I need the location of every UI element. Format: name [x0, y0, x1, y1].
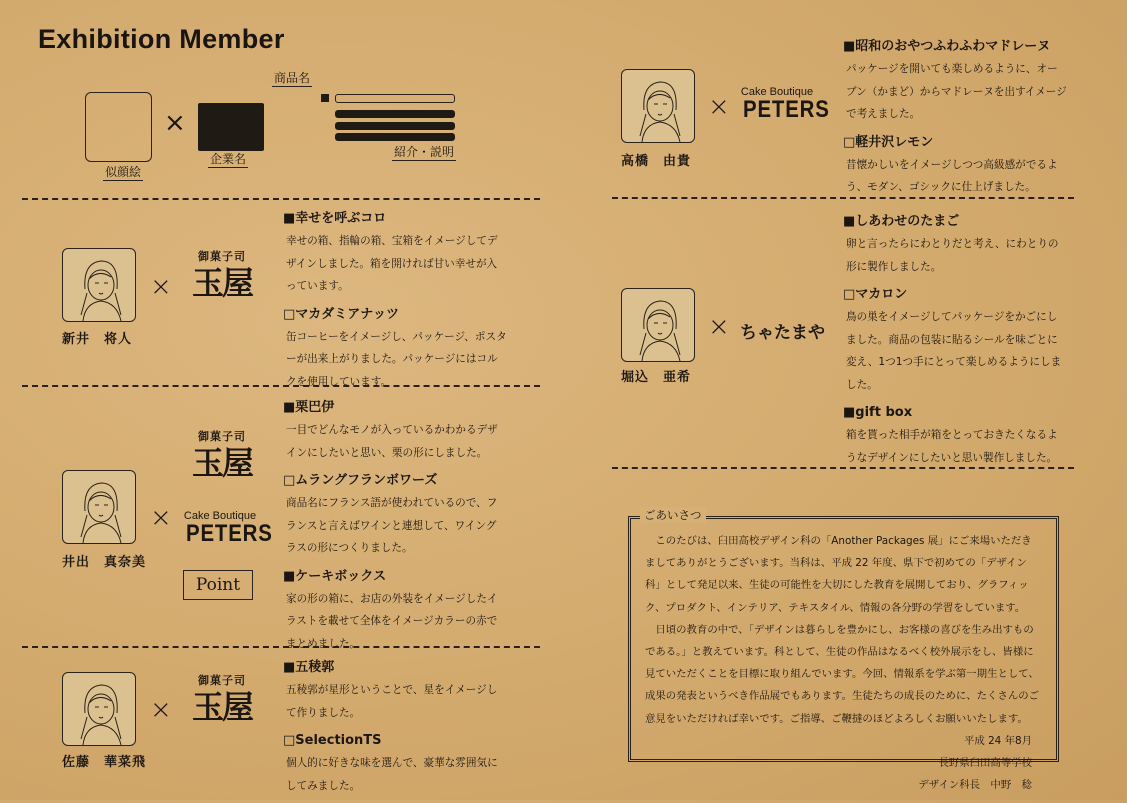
- product-title: [283, 730, 507, 752]
- legend-product-marker: [321, 94, 329, 102]
- product-marker: ■: [843, 405, 856, 420]
- product-name: ケーキボックス: [295, 568, 387, 584]
- legend-product-bar: [335, 94, 455, 103]
- product-marker: ■: [843, 39, 856, 54]
- logo-small-text: 御菓子司: [198, 250, 246, 263]
- portrait-sketch-icon: [622, 70, 694, 142]
- times-symbol: ×: [708, 92, 730, 122]
- portrait-sketch-icon: [63, 471, 135, 543]
- product-description: 鳥の巣をイメージしてパッケージをかごにしました。商品の包装に貼るシールを味ごとに変え、1つ1つ手にとって楽しめるようにしました。: [846, 311, 1062, 391]
- legend-times: ×: [164, 108, 186, 138]
- greeting-school: 長野県臼田高等学校: [938, 756, 1032, 769]
- portrait-illustration: [621, 288, 695, 362]
- product-name: マカダミアナッツ: [295, 306, 400, 322]
- product-description: 家の形の箱に、お店の外装をイメージしたイラストを載せて全体をイメージカラーの赤でまとめました。: [286, 592, 498, 650]
- logo-small-text: 御菓子司: [198, 430, 246, 443]
- legend-product-label: 商品名: [274, 71, 311, 85]
- product-description: 一目でどんなモノが入っているかわかるデザインにしたいと思い、栗の形にしました。: [286, 424, 498, 459]
- product-marker: ■: [283, 568, 296, 584]
- product-description: 五稜郭が星形ということで、星をイメージして作りました。: [286, 684, 498, 719]
- product-name: gift box: [855, 405, 913, 420]
- times-symbol: ×: [150, 503, 172, 533]
- product-marker: □: [283, 473, 296, 488]
- greeting-date: 平成 24 年8月: [963, 734, 1032, 747]
- product-list: [283, 657, 507, 803]
- product-description: 缶コーヒーをイメージし、パッケージ、ポスターが出来上がりました。パッケージにはコルクを使用しています。: [286, 330, 507, 388]
- logo-big-text: 玉屋: [191, 444, 252, 482]
- product-list: [283, 208, 507, 399]
- member-name: 堀込 亜希: [621, 370, 692, 385]
- logo-big-text: Point: [195, 575, 241, 595]
- logo-tamaya: [187, 428, 257, 482]
- greeting-signature: デザイン科長 中野 稔: [918, 778, 1032, 791]
- product-description: 箱を貰った相手が箱をとっておきたくなるようなデザインにしたいと思い製作しました。: [846, 429, 1058, 464]
- portrait-sketch-icon: [63, 249, 135, 321]
- legend-desc-bar: [335, 110, 455, 118]
- product-name: 栗巴伊: [295, 400, 335, 415]
- greeting-paragraph: 日頃の教育の中で、「デザインは暮らしを豊かにし、お客様の喜びを生み出すものである。」と教えています。科として、生徒の作品はなるべく校外展示をし、皆様に見ていただくことを目標に取り組んでいます。今回、情報系を学ぶ第一期生として、成果の発表というべき作品展でもあります。生徒たちの成長のために、たくさんのご意見をいただければ幸いです。ご指導、ご鞭撻のほどよろしくお願いいたします。: [645, 623, 1040, 725]
- logo-tamaya: [187, 248, 257, 302]
- product-description: 卵と言ったらにわとりだと考え、にわとりの形に製作しました。: [846, 238, 1059, 273]
- greeting-body: [645, 530, 1040, 796]
- logo-small-text: Cake Boutique: [183, 510, 257, 522]
- times-symbol: ×: [150, 272, 172, 302]
- product-description: 個人的に好きな味を選んで、豪華な雰囲気にしてみました。: [286, 757, 498, 792]
- product-name: 軽井沢レモン: [855, 134, 934, 150]
- product-title: [283, 657, 507, 679]
- product-marker: ■: [283, 660, 296, 675]
- legend-company-block: [198, 103, 264, 151]
- product-title: [843, 211, 1067, 233]
- logo-big-text: PETERS: [743, 96, 830, 123]
- logo-chatamaya: ちゃたまや: [740, 323, 825, 343]
- portrait-sketch-icon: [622, 289, 694, 361]
- legend-portrait-label: 似顔絵: [105, 165, 142, 179]
- portrait-illustration: [62, 248, 136, 322]
- product-title: [283, 470, 507, 492]
- product-description: パッケージを開いても楽しめるように、オーブン（かまど）からマドレーヌを出すイメージで考えました。: [846, 63, 1067, 120]
- product-marker: □: [283, 733, 296, 748]
- logo-big-text: 玉屋: [191, 264, 252, 302]
- product-title: [843, 132, 1067, 154]
- times-symbol: ×: [150, 695, 172, 725]
- product-title: [283, 208, 507, 230]
- greeting-title: ごあいさつ: [640, 507, 706, 523]
- legend-desc-bar: [335, 133, 455, 141]
- member-name: 井出 真奈美: [62, 555, 147, 570]
- product-description: 幸せの箱、指輪の箱、宝箱をイメージしてデザインしました。箱を開ければ甘い幸せが入っています。: [286, 235, 498, 292]
- product-name: 五稜郭: [295, 660, 335, 675]
- portrait-sketch-icon: [63, 673, 135, 745]
- product-title: [283, 397, 507, 419]
- product-name: ムラングフランボワーズ: [295, 473, 438, 488]
- logo-big-text: 玉屋: [191, 688, 252, 726]
- member-name: 高橋 由貴: [621, 154, 692, 169]
- product-title: [843, 402, 1067, 424]
- product-name: SelectionTS: [295, 733, 382, 748]
- product-marker: ■: [283, 211, 296, 226]
- greeting-paragraph: このたびは、臼田高校デザイン科の「Another Packages 展」にご来場いただきましてありがとうございます。当科は、平成 22 年度、県下で初めての「デザイン科」として発足以来、生徒の可能性を大切にした教育を展開しており、グラフィック、プロダクト、インテリア、テキスタイル、情報の各分野の学習をしています。: [645, 535, 1032, 614]
- logo-tamaya: [187, 672, 257, 726]
- product-marker: □: [283, 306, 296, 322]
- product-name: しあわせのたまご: [855, 214, 960, 229]
- legend-company-label: 企業名: [210, 152, 247, 166]
- member-name: 佐藤 華菜飛: [62, 755, 147, 770]
- product-marker: □: [843, 134, 856, 150]
- product-title: [283, 566, 507, 588]
- product-title: [283, 304, 507, 326]
- product-title: [843, 36, 1067, 58]
- times-symbol: ×: [708, 312, 730, 342]
- product-name: 幸せを呼ぶコロ: [295, 211, 387, 226]
- logo-point: [183, 570, 253, 600]
- logo-small-text: Cake Boutique: [740, 86, 814, 98]
- logo-peters: [180, 510, 273, 547]
- logo-big-text: PETERS: [186, 520, 273, 547]
- product-description: 商品名にフランス語が使われているので、フランスと言えばワインと連想して、ワイングラスの形につくりました。: [286, 497, 498, 554]
- divider: [22, 198, 540, 200]
- member-name: 新井 将人: [62, 332, 133, 347]
- legend-description-label: 紹介・説明: [394, 145, 455, 159]
- product-list: [843, 36, 1067, 205]
- page-title: Exhibition Member: [38, 24, 285, 54]
- product-description: 昔懐かしいをイメージしつつ高級感がでるよう、モダン、ゴシックに仕上げました。: [846, 158, 1058, 193]
- product-list: [283, 397, 507, 661]
- product-marker: □: [843, 287, 856, 302]
- logo-peters: [737, 86, 830, 123]
- legend-portrait-box: [85, 92, 152, 162]
- legend-desc-bar: [335, 122, 455, 130]
- product-marker: ■: [843, 214, 856, 229]
- portrait-illustration: [62, 470, 136, 544]
- portrait-illustration: [62, 672, 136, 746]
- product-title: [843, 284, 1067, 306]
- portrait-illustration: [621, 69, 695, 143]
- product-name: 昭和のおやつふわふわマドレーヌ: [855, 39, 1051, 54]
- product-list: [843, 211, 1067, 475]
- product-name: マカロン: [855, 287, 908, 302]
- logo-small-text: 御菓子司: [198, 674, 246, 687]
- product-marker: ■: [283, 400, 296, 415]
